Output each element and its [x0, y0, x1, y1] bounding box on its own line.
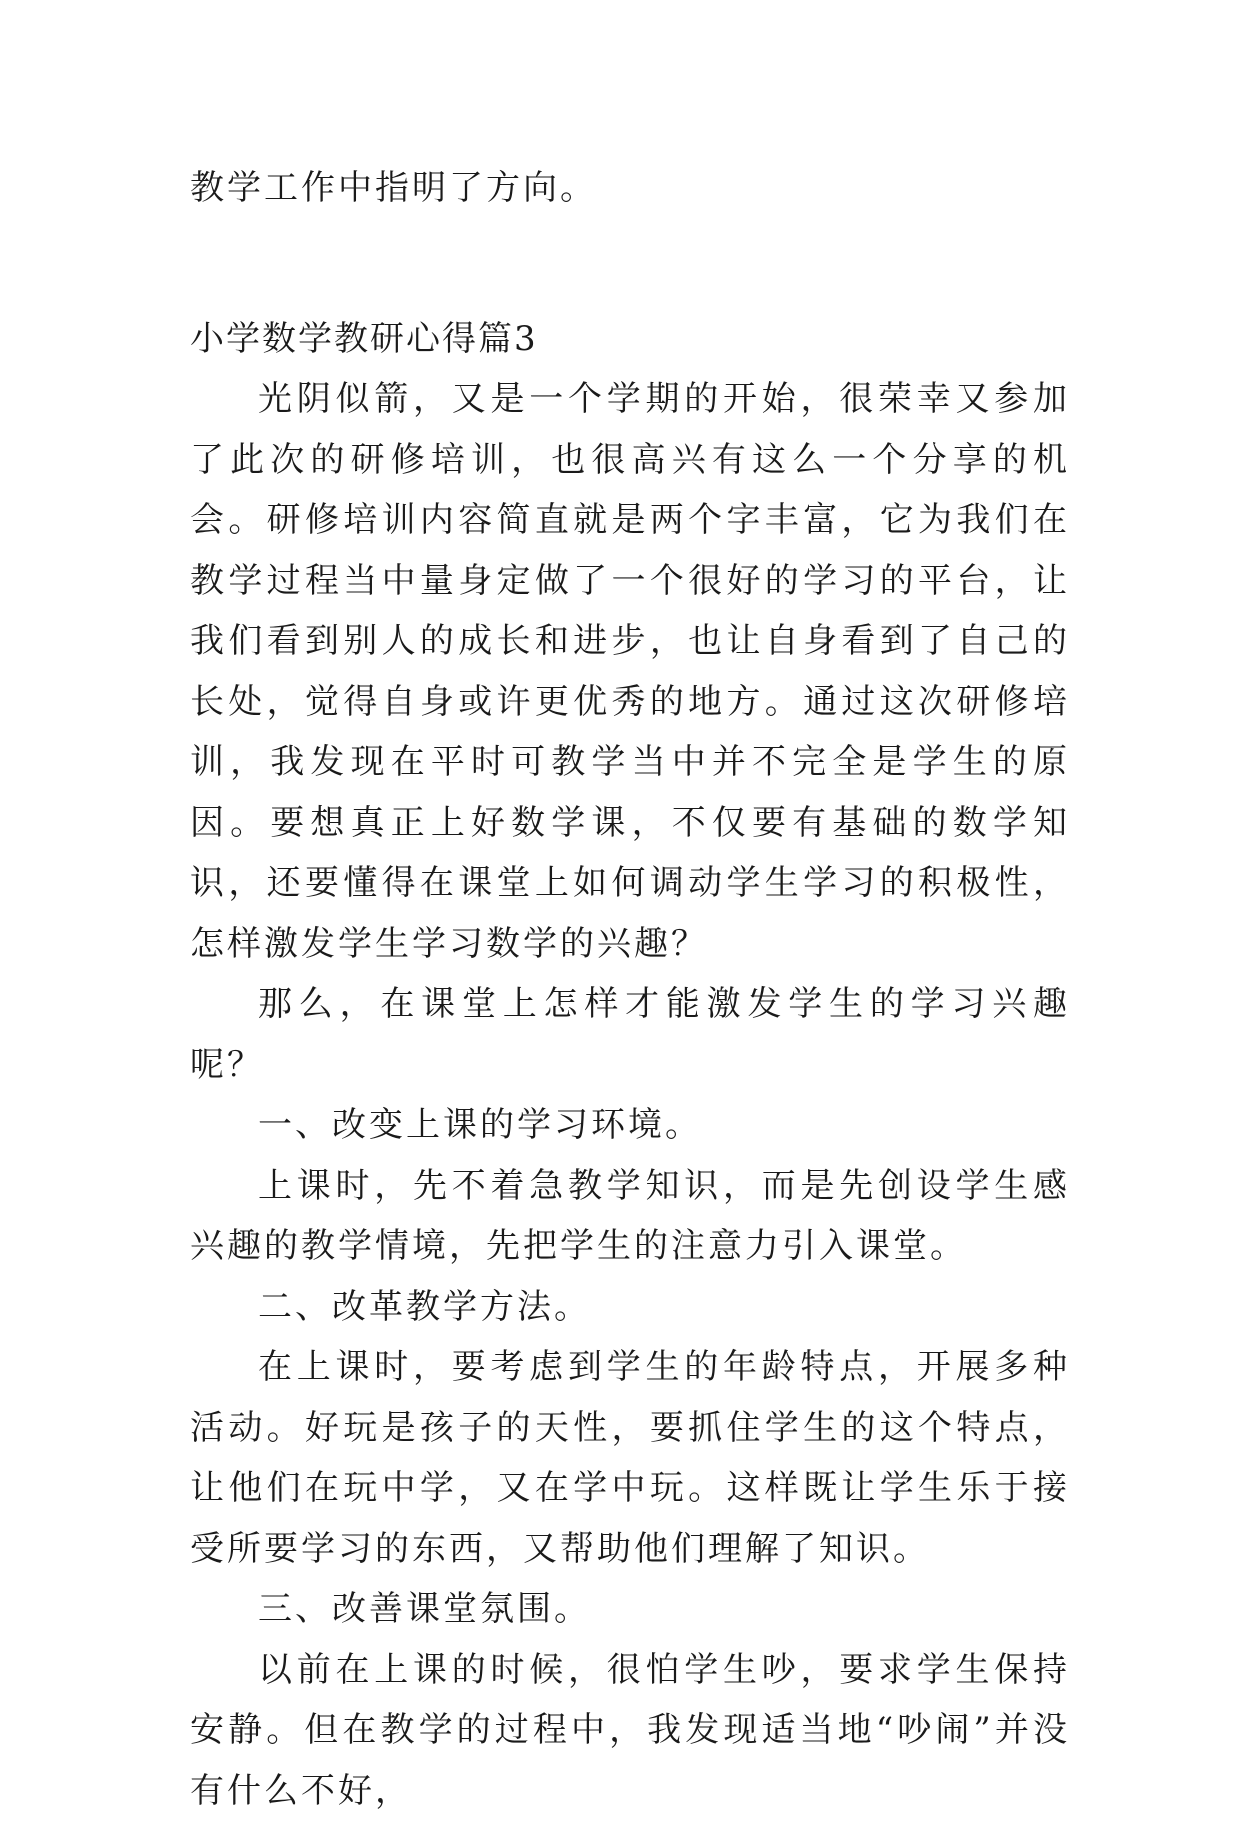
body-paragraph: 上课时，先不着急教学知识，而是先创设学生感兴趣的教学情境，先把学生的注意力引入课堂。 [190, 1156, 1070, 1277]
document-body [190, 158, 1070, 1821]
section-gap [190, 219, 1070, 309]
body-paragraph: 光阴似箭，又是一个学期的开始，很荣幸又参加了此次的研修培训，也很高兴有这么一个分享的机会。研修培训内容简直就是两个字丰富，它为我们在教学过程当中量身定做了一个很好的学习的平台，让我们看到别人的成长和进步，也让自身看到了自己的长处，觉得自身或许更优秀的地方。通过这次研修培训，我发现在平时可教学当中并不完全是学生的原因。要想真正上好数学课，不仅要有基础的数学知识，还要懂得在课堂上如何调动学生学习的积极性，怎样激发学生学习数学的兴趣？ [190, 369, 1070, 974]
body-paragraph: 以前在上课的时候，很怕学生吵，要求学生保持安静。但在教学的过程中，我发现适当地“吵闹”并没有什么不好， [190, 1640, 1070, 1821]
section-heading: 小学数学教研心得篇3 [190, 309, 1070, 370]
continuation-paragraph: 教学工作中指明了方向。 [190, 158, 1070, 219]
list-heading: 三、改善课堂氛围。 [190, 1579, 1070, 1640]
list-heading: 一、改变上课的学习环境。 [190, 1095, 1070, 1156]
body-paragraph: 那么，在课堂上怎样才能激发学生的学习兴趣呢？ [190, 974, 1070, 1095]
list-heading: 二、改革教学方法。 [190, 1277, 1070, 1338]
body-paragraph: 在上课时，要考虑到学生的年龄特点，开展多种活动。好玩是孩子的天性，要抓住学生的这个特点，让他们在玩中学，又在学中玩。这样既让学生乐于接受所要学习的东西，又帮助他们理解了知识。 [190, 1337, 1070, 1579]
